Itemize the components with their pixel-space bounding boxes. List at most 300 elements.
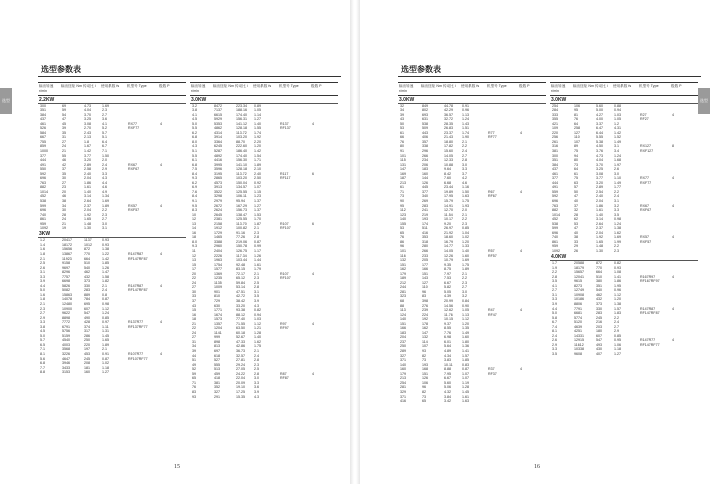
cell-speed: 140 — [400, 317, 406, 322]
cell-service-factor: 1.58 — [102, 274, 109, 279]
cell-torque: 2865 — [214, 176, 222, 181]
cell-ratio: 10.17 — [444, 217, 453, 222]
cell-speed: 8.1 — [40, 351, 45, 356]
cell-speed: 1.6 — [40, 247, 45, 252]
cell-service-factor: 1.12 — [254, 321, 261, 326]
cell-speed: 6.7 — [552, 320, 557, 325]
right-page — [360, 0, 710, 484]
cell-ratio: 373 — [84, 279, 90, 284]
cell-ratio: 4.00 — [596, 117, 603, 122]
cell-speed: 20 — [192, 271, 196, 276]
cell-torque: 729 — [214, 299, 220, 304]
cell-ratio: 250 — [84, 338, 90, 343]
cell-torque: 693 — [422, 112, 428, 117]
cell-speed: 32 — [400, 103, 404, 108]
cell-speed: 1.4 — [40, 242, 45, 247]
cell-ratio: 17.25 — [236, 389, 245, 394]
cell-speed: 213 — [400, 180, 406, 185]
cell-speed: 667 — [40, 135, 46, 140]
cell-ratio: 12.26 — [444, 253, 453, 258]
cell-torque: 266 — [422, 249, 428, 253]
cell-torque: 9615 — [574, 279, 582, 284]
cell-torque: 5756 — [62, 329, 70, 334]
cell-torque: 20417 — [62, 238, 72, 243]
cell-ratio: 3.77 — [596, 176, 603, 181]
cell-ratio: 128.18 — [236, 167, 247, 172]
cell-ratio: 664 — [596, 270, 602, 275]
cell-torque: 3433 — [62, 365, 70, 370]
cell-ratio: 160 — [84, 370, 90, 375]
cell-service-factor: 1.61 — [462, 394, 469, 399]
cell-service-factor: 1.19 — [462, 380, 469, 385]
cell-ratio: 317 — [84, 329, 90, 334]
cell-speed: 2.9 — [552, 342, 557, 347]
section-title: 选型参数表 — [398, 64, 701, 77]
cell-ratio: 150.78 — [236, 244, 247, 249]
header-speed: 输出转速 r/min — [191, 84, 206, 93]
header-type: 机型号 Type — [279, 84, 299, 88]
cell-service-factor: 1.02 — [102, 361, 109, 366]
cell-service-factor: 1.05 — [462, 308, 469, 313]
cell-ratio: 167.29 — [236, 203, 247, 208]
header-ratio: 传动比 i — [443, 84, 456, 88]
cell-type: R97 — [280, 321, 287, 326]
cell-type: RF167RF97 — [640, 279, 660, 284]
cell-type: R117 — [280, 171, 289, 176]
cell-torque: 127 — [422, 280, 428, 285]
header-pole: 极数 P — [311, 84, 322, 88]
cell-speed: 12 — [192, 253, 196, 258]
cell-speed: 550 — [40, 167, 46, 172]
cell-speed: 213 — [400, 376, 406, 381]
cell-torque: 178 — [422, 321, 428, 326]
cell-service-factor: 1.75 — [462, 262, 469, 267]
cell-torque: 2158 — [214, 221, 222, 226]
cell-ratio: 872 — [84, 247, 90, 252]
cell-service-factor: 1.37 — [254, 208, 261, 213]
cell-type: R47 — [488, 308, 495, 313]
cell-pole: 4 — [160, 121, 162, 126]
cell-torque: 3226 — [62, 351, 70, 356]
cell-torque: 418 — [214, 376, 220, 381]
cell-torque: 30 — [62, 176, 66, 181]
cell-ratio: 695 — [84, 301, 90, 306]
cell-torque: 50 — [574, 189, 578, 194]
cell-service-factor: 1.57 — [614, 306, 621, 311]
cell-speed: 327 — [400, 353, 406, 358]
cell-ratio: 103.20 — [236, 135, 247, 140]
cell-speed: 371 — [400, 358, 406, 363]
cell-ratio: 1.92 — [84, 212, 91, 217]
cell-speed: 34 — [400, 108, 404, 113]
cell-service-factor: 2.2 — [614, 244, 619, 249]
cell-ratio: 6.67 — [444, 280, 451, 285]
cell-service-factor: 3.7 — [462, 171, 467, 176]
table-row — [550, 352, 698, 357]
cell-torque: 4639 — [574, 324, 582, 329]
cell-pole: 4 — [520, 130, 522, 135]
cell-torque: 802 — [422, 108, 428, 113]
cell-speed: 882 — [40, 185, 46, 190]
cell-torque: 54 — [62, 112, 66, 117]
header-torque: 输出扭矩 Nm — [213, 84, 234, 88]
cell-ratio: 222.60 — [236, 144, 247, 149]
cell-ratio: 462 — [596, 292, 602, 297]
cell-torque: 3914 — [214, 135, 222, 140]
cell-torque: 511 — [422, 226, 428, 231]
cell-service-factor: 7.1 — [102, 148, 107, 153]
cell-ratio: 17.82 — [444, 144, 453, 149]
cell-service-factor: 3.0 — [462, 289, 467, 294]
cell-service-factor: 1.20 — [254, 144, 261, 149]
cell-ratio: 33.20 — [236, 303, 245, 308]
cell-service-factor: 1.86 — [614, 279, 621, 284]
cell-service-factor: 0.93 — [614, 265, 621, 270]
cell-ratio: 134.57 — [236, 185, 247, 190]
cell-service-factor: 1.89 — [102, 203, 109, 208]
cell-ratio: 2.04 — [596, 230, 603, 235]
cell-ratio: 24.22 — [236, 371, 245, 376]
power-heading: 3.0KW — [190, 97, 338, 104]
cell-service-factor: 2.2 — [102, 208, 107, 213]
cell-torque: 898 — [214, 339, 220, 344]
cell-speed: 13 — [192, 258, 196, 263]
cell-service-factor: 1.20 — [462, 239, 469, 244]
cell-service-factor: 2.3 — [102, 108, 107, 113]
cell-service-factor: 0.94 — [254, 312, 261, 317]
cell-type — [126, 226, 158, 231]
cell-torque: 353 — [422, 235, 428, 240]
cell-speed: 8.0 — [192, 239, 197, 244]
cell-torque: 280 — [422, 244, 428, 249]
cell-type — [638, 352, 670, 357]
cell-speed: 15 — [192, 308, 196, 313]
cell-pole: 4 — [160, 351, 162, 356]
header-speed: 输出转速 r/min — [39, 84, 54, 93]
cell-pole — [158, 370, 172, 375]
cell-service-factor: 1.38 — [614, 301, 621, 306]
cell-service-factor: 1.49 — [462, 330, 469, 335]
cell-torque: 168 — [422, 367, 428, 372]
cell-speed: 538 — [40, 198, 46, 203]
cell-ratio: 92.48 — [236, 262, 245, 267]
cell-speed: 740 — [40, 212, 46, 217]
cell-torque: 6698 — [62, 279, 70, 284]
cell-speed: 6.9 — [192, 185, 197, 190]
cell-service-factor: 2.10 — [254, 167, 261, 172]
cell-pole: 4 — [672, 235, 674, 240]
power-heading: 3KW — [38, 231, 186, 238]
cell-service-factor: 0.93 — [102, 238, 109, 243]
cell-torque: 37 — [62, 167, 66, 172]
cell-speed: 53 — [400, 226, 404, 231]
cell-ratio: 4.04 — [596, 158, 603, 163]
cell-speed: 5.1 — [192, 148, 197, 153]
cell-service-factor: 1.69 — [102, 103, 109, 108]
cell-ratio: 2.89 — [596, 185, 603, 190]
cell-type — [486, 399, 518, 404]
cell-ratio: 125.55 — [236, 189, 247, 194]
cell-service-factor: 2.2 — [614, 315, 619, 320]
cell-torque: 65 — [422, 399, 426, 404]
cell-speed: 43 — [192, 303, 196, 308]
cell-ratio: 180 — [596, 329, 602, 334]
cell-speed: 147 — [400, 167, 406, 172]
cell-type: R137R77 — [128, 320, 144, 325]
cell-ratio: 174.40 — [236, 112, 247, 117]
cell-speed: 43 — [400, 117, 404, 122]
cell-torque: 31 — [62, 135, 66, 140]
cell-speed: 101 — [400, 153, 406, 158]
cell-service-factor: 1.24 — [102, 311, 109, 316]
cell-speed: 10 — [192, 212, 196, 217]
cell-speed: 2.5 — [40, 261, 45, 266]
cell-torque: 127 — [574, 130, 580, 135]
cell-ratio: 4.34 — [444, 353, 451, 358]
cell-ratio: 11.76 — [444, 312, 453, 317]
cell-service-factor: 0.8 — [102, 292, 107, 297]
cell-ratio: 351 — [596, 283, 602, 288]
cell-torque: 42 — [62, 162, 66, 167]
cell-ratio: 3.76 — [596, 148, 603, 153]
cell-speed: 49 — [192, 362, 196, 367]
cell-service-factor: 2.3 — [254, 362, 259, 367]
cell-torque: 3946 — [62, 361, 70, 366]
cell-speed: 5.8 — [552, 315, 557, 320]
cell-service-factor: 1.69 — [462, 258, 469, 263]
cell-speed: 3.3 — [40, 274, 45, 279]
cell-speed: 5.6 — [40, 356, 45, 361]
cell-torque: 4647 — [62, 356, 70, 361]
cell-type: R107 — [280, 271, 289, 276]
cell-pole: 4 — [672, 338, 674, 343]
cell-torque: 11612 — [574, 342, 584, 347]
cell-service-factor: 2.1 — [462, 271, 467, 276]
cell-torque: 5082 — [62, 288, 70, 293]
cell-service-factor: 0.82 — [254, 308, 261, 313]
cell-torque: 10908 — [574, 292, 584, 297]
cell-pole: 4 — [312, 271, 314, 276]
cell-speed: 7.7 — [40, 365, 45, 370]
cell-service-factor: 1.41 — [614, 274, 621, 279]
cell-speed: 1014 — [552, 212, 560, 217]
cell-speed: 599 — [40, 203, 46, 208]
cell-ratio: 5.82 — [444, 285, 451, 290]
cell-ratio: 156.31 — [236, 117, 247, 122]
cell-ratio: 32.57 — [236, 353, 245, 358]
cell-ratio: 14.56 — [444, 303, 453, 308]
cell-speed: 461 — [40, 121, 46, 126]
cell-speed: 39 — [192, 349, 196, 354]
cell-torque: 47 — [574, 226, 578, 231]
cell-ratio: 5.55 — [596, 135, 603, 140]
cell-speed: 113 — [400, 308, 406, 313]
cell-service-factor: 1.79 — [254, 267, 261, 272]
cell-type: RF107 — [280, 276, 291, 281]
cell-ratio: 125.55 — [236, 217, 247, 222]
cell-service-factor: 1.42 — [254, 148, 261, 153]
cell-speed: 491 — [552, 185, 558, 190]
cell-speed: 59 — [192, 371, 196, 376]
cell-speed: 162 — [400, 267, 406, 272]
cell-service-factor: 1.51 — [462, 126, 469, 131]
cell-type: RF147RF77 — [640, 342, 660, 347]
cell-service-factor: 2.3 — [614, 249, 619, 253]
cell-torque: 47 — [574, 194, 578, 199]
cell-ratio: 5.00 — [596, 108, 603, 113]
cell-service-factor: 2.4 — [102, 288, 107, 293]
cell-service-factor: 1.11 — [102, 324, 109, 329]
cell-speed: 4.1 — [192, 112, 197, 117]
section-title: 选型参数表 — [38, 64, 341, 77]
cell-torque: 999 — [214, 335, 220, 340]
cell-service-factor: 1.70 — [254, 217, 261, 222]
cell-service-factor: 0.84 — [462, 299, 469, 304]
cell-service-factor: 2.3 — [102, 212, 107, 217]
cell-ratio: 2.54 — [596, 189, 603, 194]
power-heading: 2.2KW — [38, 97, 186, 104]
cell-pole: 4 — [312, 121, 314, 126]
cell-ratio: 83.15 — [236, 267, 245, 272]
cell-ratio: 6.01 — [444, 339, 451, 344]
cell-torque: 2404 — [214, 249, 222, 253]
cell-ratio: 2.37 — [84, 203, 91, 208]
cell-service-factor: 1.20 — [462, 321, 469, 326]
cell-ratio: 510 — [84, 261, 90, 266]
cell-speed: 96 — [400, 244, 404, 249]
cell-ratio: 2.04 — [84, 208, 91, 213]
cell-speed: 9.5 — [192, 203, 197, 208]
cell-service-factor: 1.07 — [254, 185, 261, 190]
cell-speed: 90 — [400, 198, 404, 203]
cell-speed: 1092 — [552, 249, 560, 253]
cell-ratio: 3.25 — [84, 117, 91, 122]
cell-ratio: 245 — [84, 356, 90, 361]
cell-type: RF47 — [488, 312, 497, 317]
cell-pole: 4 — [520, 308, 522, 313]
cell-torque: 73 — [422, 358, 426, 363]
cell-torque: 38 — [62, 198, 66, 203]
cell-service-factor: 2.2 — [614, 189, 619, 194]
cell-torque: 23 — [62, 185, 66, 190]
cell-torque: 3995 — [214, 162, 222, 167]
cell-torque: 114 — [422, 339, 428, 344]
cell-speed: 80 — [400, 144, 404, 149]
cell-ratio: 432 — [596, 297, 602, 302]
cell-speed: 7.1 — [40, 347, 45, 352]
cell-speed: 6.2 — [192, 130, 197, 135]
cell-torque: 8898 — [62, 315, 70, 320]
cell-speed: 7.6 — [192, 189, 197, 194]
cell-torque: 459 — [214, 371, 220, 376]
cell-ratio: 3.20 — [84, 158, 91, 163]
cell-speed: 384 — [40, 112, 46, 117]
cell-speed: 444 — [40, 158, 46, 163]
cell-type: RXF57 — [640, 239, 652, 244]
cell-torque: 29 — [574, 244, 578, 249]
cell-type: RXF67 — [640, 208, 652, 213]
cell-speed: 859 — [40, 144, 46, 149]
cell-ratio: 186.40 — [236, 148, 247, 153]
cell-speed: 538 — [552, 221, 558, 226]
cell-torque: 57 — [574, 185, 578, 190]
cell-service-factor: 2.7 — [462, 285, 467, 290]
cell-service-factor: 2.3 — [254, 276, 259, 281]
cell-ratio: 432 — [84, 274, 90, 279]
cell-service-factor: 2.5 — [254, 367, 259, 372]
cell-torque: 151 — [422, 371, 428, 376]
cell-service-factor: 0.87 — [102, 297, 109, 302]
cell-speed: 132 — [400, 258, 406, 263]
cell-speed: 131 — [400, 162, 406, 167]
cell-ratio: 3.42 — [444, 399, 451, 404]
cell-type: R147R77 — [640, 338, 656, 343]
cell-service-factor: 2.3 — [254, 230, 259, 235]
cell-ratio: 430 — [596, 347, 602, 352]
cell-service-factor: 1.69 — [614, 235, 621, 240]
cell-torque: 14331 — [574, 333, 584, 338]
cell-torque: 3298 — [214, 194, 222, 199]
cell-service-factor: 1.69 — [102, 198, 109, 203]
cell-ratio: 36.73 — [236, 349, 245, 354]
cell-torque: 1465 — [214, 235, 222, 240]
cell-service-factor: 2.4 — [102, 162, 107, 167]
cell-service-factor: 5.2 — [102, 126, 107, 131]
cell-service-factor: 1.35 — [462, 326, 469, 331]
cell-ratio: 1.48 — [84, 221, 91, 226]
cell-ratio: 100.82 — [236, 226, 247, 231]
cell-service-factor: 1.50 — [462, 189, 469, 194]
cell-torque: 10186 — [574, 297, 584, 302]
cell-service-factor: 1.33 — [462, 244, 469, 249]
cell-speed: 166 — [400, 326, 406, 331]
cell-ratio: 219.06 — [236, 239, 247, 244]
cell-torque: 1771 — [214, 308, 222, 313]
cell-torque: 144 — [422, 176, 428, 181]
cell-torque: 1577 — [214, 267, 222, 272]
cell-torque: 1912 — [214, 226, 222, 231]
cell-service-factor: 1.18 — [102, 365, 109, 370]
cell-ratio: 8.88 — [444, 367, 451, 372]
cell-ratio: 3.70 — [84, 112, 91, 117]
cell-ratio: 3.84 — [444, 394, 451, 399]
cell-torque: 96 — [422, 289, 426, 294]
cell-torque: 352 — [214, 385, 220, 390]
cell-ratio: 36.57 — [444, 112, 453, 117]
cell-type: RX77 — [640, 176, 649, 181]
cell-torque: 318 — [422, 239, 428, 244]
cell-service-factor: 1.27 — [614, 351, 621, 356]
cell-torque: 14078 — [62, 297, 72, 302]
cell-service-factor: 1.45 — [462, 389, 469, 394]
cell-speed: 8.1 — [552, 329, 557, 334]
cell-speed: 112 — [400, 208, 406, 213]
cell-speed: 559 — [552, 189, 558, 194]
cell-ratio: 1.86 — [596, 203, 603, 208]
cell-ratio: 72.17 — [236, 271, 245, 276]
cell-speed: 8.8 — [40, 370, 45, 375]
cell-torque: 35 — [62, 171, 66, 176]
cell-torque: 6791 — [62, 324, 70, 329]
cell-service-factor: 1.04 — [462, 230, 469, 235]
cell-speed: 76 — [400, 235, 404, 240]
cell-speed: 65 — [192, 376, 196, 381]
cell-service-factor: 4.9 — [102, 189, 107, 194]
cell-service-factor: 2.7 — [102, 112, 107, 117]
cell-speed: 323 — [400, 294, 406, 299]
cell-pole: 4 — [672, 274, 674, 279]
cell-torque: 147 — [422, 330, 428, 335]
